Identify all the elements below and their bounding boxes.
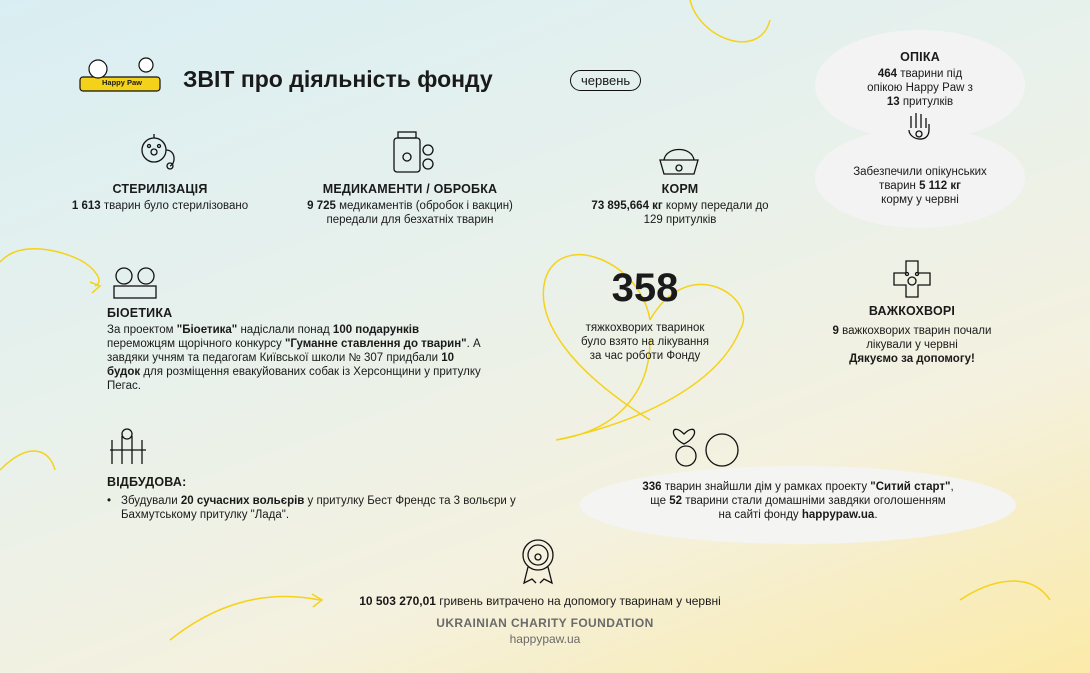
food-text: 73 895,664 кг корму передали до 129 притулків <box>591 200 769 226</box>
opika-title: ОПІКА <box>900 50 940 64</box>
heart-number: 358 <box>611 266 679 310</box>
rebuild-title: ВІДБУДОВА: <box>107 475 187 489</box>
food-title: КОРМ <box>661 182 699 196</box>
rebuild-text: • Збудували 20 сучасних вольєрів у притулку Бест Френдс та 3 вольєри у Бахмутському притулку "Лада". <box>107 495 516 521</box>
heart-text: тяжкохворих тваринок було взято на лікування за час роботи Фонду <box>581 322 709 362</box>
sterilization-title: СТЕРИЛІЗАЦІЯ <box>112 182 208 196</box>
medical-cross-paw-icon <box>892 259 932 299</box>
medicine-jar-icon <box>390 130 436 174</box>
happy-paw-logo <box>78 53 164 93</box>
stethoscope-paw-icon <box>136 132 180 172</box>
opika-text: 464 тварини під опікою Happy Paw з 13 притулків <box>867 68 973 108</box>
sterilization-text: 1 613 тварин було стерилізовано <box>71 200 249 212</box>
medal-paw-icon <box>518 537 558 585</box>
fence-dog-icon <box>108 426 150 466</box>
total-text: 10 503 270,01 гривень витрачено на допомогу тваринам у червні <box>359 594 721 608</box>
sick-title: ВАЖКОХВОРІ <box>868 304 956 318</box>
bioethics-title: БІОЕТИКА <box>107 306 173 320</box>
adopt-text: 336 тварин знайшли дім у рамках проекту "Ситий старт", ще 52 тварини стали домашніми завдяки оголошенням на сайті фонду happypaw.ua. <box>642 481 954 521</box>
cat-dog-heart-icon <box>670 420 746 468</box>
sick-text: 9 важкохворих тварин почали лікували у червні Дякуємо за допомогу! <box>832 325 992 365</box>
month-badge: червень <box>570 70 641 91</box>
logo-text: Happy Paw <box>102 78 143 87</box>
page-title: ЗВІТ про діяльність фонду <box>183 66 493 92</box>
footer-org: UKRAINIAN CHARITY FOUNDATION <box>436 616 654 630</box>
opika-food-text: Забезпечили опікунських тварин 5 112 кг корму у червні <box>853 166 987 206</box>
footer-site[interactable]: happypaw.ua <box>509 632 581 646</box>
food-bowl-icon <box>656 140 702 178</box>
bioethics-text: За проектом "Біоетика" надіслали понад 100 подарунків переможцям щорічного конкурсу "Гуманне ставлення до тварин". А завдяки учням та педагогам Київської школи № 307 придбали 10 будок для розміщення евакуйованих собак із Херсонщини у притулку Пегас. <box>107 324 481 392</box>
children-icon <box>108 264 160 300</box>
medicine-title: МЕДИКАМЕНТИ / ОБРОБКА <box>322 182 498 196</box>
hand-paw-icon <box>904 110 934 146</box>
medicine-text: 9 725 медикаментів (обробок і вакцин) передали для безхатніх тварин <box>307 200 513 226</box>
